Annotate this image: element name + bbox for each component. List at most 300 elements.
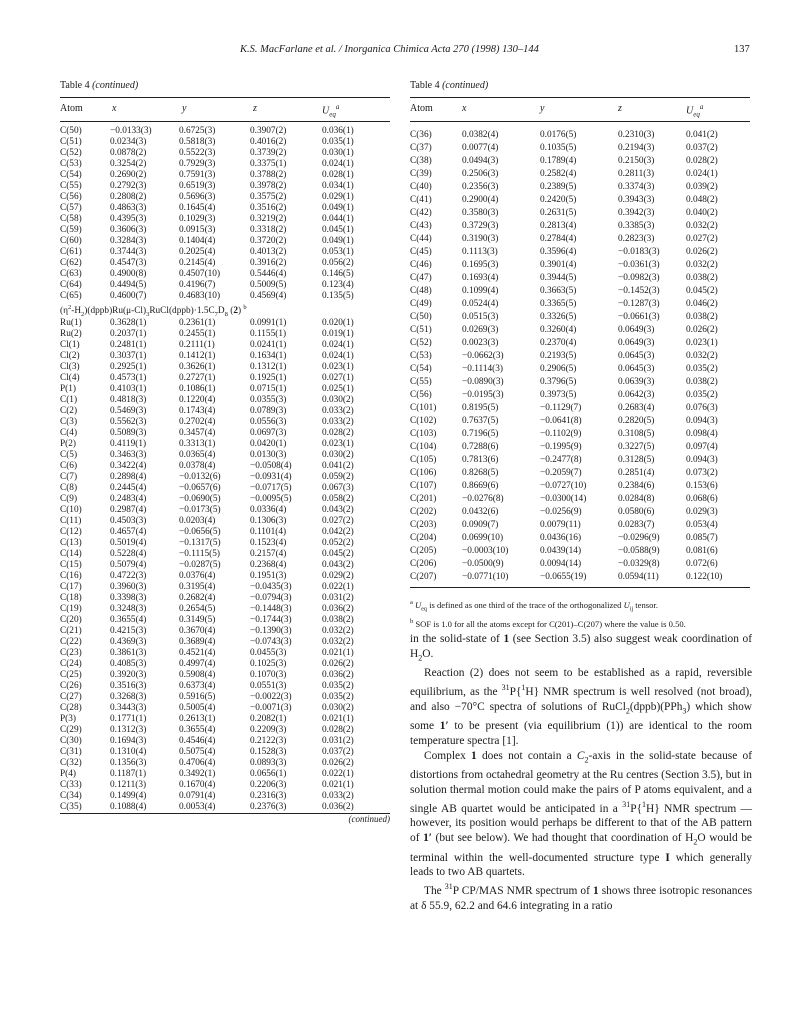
cell-x: 0.8669(6) [462,481,499,491]
cell-atom: C(55) [410,377,432,387]
cell-atom: C(56) [60,192,82,202]
cell-atom: C(5) [60,450,78,460]
cell-y: 0.0378(4) [179,461,216,471]
cell-y: 0.3901(4) [540,260,577,270]
cell-x: 0.1113(3) [462,247,498,257]
cell-ueq: 0.024(1) [322,159,354,169]
cell-y: −0.0132(6) [179,472,221,482]
cell-z: 0.0284(8) [618,494,655,504]
cell-ueq: 0.032(2) [322,637,354,647]
cell-z: 0.0594(11) [618,572,659,582]
cell-z: 0.1155(1) [250,329,287,339]
cell-atom: Cl(3) [60,362,80,372]
cell-x: 0.4103(1) [110,384,147,394]
cell-atom: P(2) [60,439,77,449]
table-row [60,780,390,791]
cell-atom: C(40) [410,182,432,192]
table-row [60,384,390,395]
cell-y: 0.1035(5) [540,143,577,153]
cell-atom: C(15) [60,560,82,570]
cell-x: 0.3628(1) [110,318,147,328]
table-row [60,472,390,483]
cell-ueq: 0.034(1) [322,181,354,191]
col-header-x: x [112,103,117,114]
cell-x: 0.2356(3) [462,182,499,192]
cell-z: −0.0588(9) [618,546,660,556]
table-left-column [60,80,390,824]
cell-z: 0.1528(3) [250,747,287,757]
compound-2-heading: $(\eta^2-H_2)(dppb)Ru(\mu-Cl)_3RuCl(dppb)\cdot 1.5C_7D_8$ (2) $^b$ [60,304,247,318]
table-row [410,362,750,375]
cell-atom: C(52) [60,148,82,158]
table-row [60,549,390,560]
cell-z: 0.0420(1) [250,439,287,449]
cell-atom: C(205) [410,546,437,556]
cell-z: 0.1925(1) [250,373,287,383]
cell-atom: C(16) [60,571,82,581]
cell-x: 0.3398(3) [110,593,147,603]
table-row [410,284,750,297]
cell-atom: C(29) [60,725,82,735]
cell-z: 0.2811(3) [618,169,655,179]
cell-ueq: 0.043(2) [322,505,354,515]
cell-atom: C(17) [60,582,82,592]
cell-y: −0.2477(8) [540,455,582,465]
cell-atom: C(18) [60,593,82,603]
cell-y: −0.0690(5) [179,494,221,504]
table-row [410,388,750,401]
cell-atom: C(8) [60,483,78,493]
cell-ueq: 0.021(1) [322,780,354,790]
cell-atom: C(4) [60,428,78,438]
cell-atom: C(203) [410,520,437,530]
table-row [60,670,390,681]
cell-ueq: 0.031(2) [322,736,354,746]
table-row [60,236,390,247]
table-row [60,258,390,269]
table-row [410,440,750,453]
cell-x: 0.3516(3) [110,681,147,691]
cell-y: 0.2682(4) [179,593,216,603]
cell-ueq: 0.036(2) [322,604,354,614]
running-head [0,44,797,58]
cell-atom: C(49) [410,299,432,309]
cell-y: 0.3944(5) [540,273,577,283]
cell-ueq: 0.024(1) [686,169,718,179]
cell-atom: C(9) [60,494,78,504]
cell-x: 0.4657(4) [110,527,147,537]
cell-y: 0.2613(1) [179,714,216,724]
table-body-b [60,318,390,813]
cell-z: 0.3788(2) [250,170,287,180]
table-row [60,269,390,280]
cell-z: 0.2194(3) [618,143,655,153]
table-row [410,336,750,349]
cell-z: 0.0789(3) [250,406,287,416]
cell-y: 0.2145(4) [179,258,216,268]
cell-x: 0.2506(3) [462,169,499,179]
cell-ueq: 0.019(1) [322,329,354,339]
cell-y: 0.6725(3) [179,126,216,136]
table-row [60,758,390,769]
cell-y: −0.1102(9) [540,429,582,439]
cell-atom: C(19) [60,604,82,614]
page-number: 137 [734,44,750,55]
table-row [60,428,390,439]
cell-atom: C(7) [60,472,78,482]
cell-x: 0.1499(4) [110,791,147,801]
cell-z: 0.1306(3) [250,516,287,526]
table-row [410,492,750,505]
cell-y: 0.3689(4) [179,637,216,647]
cell-atom: C(47) [410,273,432,283]
cell-z: 0.0697(3) [250,428,287,438]
table-header [60,98,390,121]
cell-ueq: 0.032(2) [686,221,718,231]
cell-y: 0.2420(5) [540,195,577,205]
cell-atom: Ru(1) [60,318,82,328]
cell-ueq: 0.038(2) [322,615,354,625]
cell-y: 0.3492(1) [179,769,216,779]
cell-y: 0.4546(4) [179,736,216,746]
cell-atom: C(26) [60,681,82,691]
cell-ueq: 0.044(1) [322,214,354,224]
cell-y: 0.3655(4) [179,725,216,735]
cell-x: 0.4722(3) [110,571,147,581]
table-right-column [410,80,750,630]
cell-z: 0.4013(2) [250,247,287,257]
cell-ueq: 0.030(2) [322,703,354,713]
cell-atom: C(103) [410,429,437,439]
table-row [60,593,390,604]
cell-z: −0.0071(3) [250,703,292,713]
cell-y: 0.5522(3) [179,148,216,158]
cell-z: −0.0329(8) [618,559,660,569]
table-row [410,167,750,180]
table-row [410,375,750,388]
cell-atom: Cl(1) [60,340,80,350]
cell-x: 0.3463(3) [110,450,147,460]
table-row [60,450,390,461]
cell-ueq: 0.035(2) [686,390,718,400]
table-row [410,466,750,479]
cell-y: 0.0915(3) [179,225,216,235]
cell-x: 0.0077(4) [462,143,499,153]
table-row [60,692,390,703]
cell-y: −0.0727(10) [540,481,587,491]
cell-y: 0.0203(4) [179,516,216,526]
cell-y: −0.1115(5) [179,549,220,559]
cell-z: −0.0296(9) [618,533,660,543]
cell-ueq: 0.023(1) [322,362,354,372]
table-row [60,802,390,813]
cell-ueq: 0.029(1) [322,192,354,202]
cell-y: 0.2025(4) [179,247,216,257]
cell-y: 0.0365(4) [179,450,216,460]
cell-y: 0.2582(4) [540,169,577,179]
cell-y: 0.3973(5) [540,390,577,400]
cell-atom: C(3) [60,417,78,427]
cell-atom: C(60) [60,236,82,246]
cell-ueq: 0.035(2) [322,692,354,702]
cell-ueq: 0.036(2) [322,670,354,680]
cell-y: 0.5696(3) [179,192,216,202]
cell-z: 0.2368(4) [250,560,287,570]
cell-z: 0.1070(3) [250,670,287,680]
cell-y: 0.2455(1) [179,329,216,339]
cell-atom: C(57) [60,203,82,213]
table-row [60,516,390,527]
table-row [60,714,390,725]
cell-atom: C(25) [60,670,82,680]
cell-x: 0.3037(1) [110,351,147,361]
cell-atom: C(37) [410,143,432,153]
cell-ueq: 0.049(1) [322,203,354,213]
cell-atom: C(39) [410,169,432,179]
cell-x: −0.0890(3) [462,377,504,387]
cell-y: −0.0656(5) [179,527,221,537]
table-row [60,681,390,692]
cell-x: 0.1771(1) [110,714,147,724]
col-header-x: x [462,103,467,114]
cell-y: 0.2784(4) [540,234,577,244]
cell-z: 0.0551(3) [250,681,287,691]
cell-z: 0.3374(3) [618,182,655,192]
table-bottom-rule-right [410,587,750,588]
cell-z: 0.4016(2) [250,137,287,147]
table-row [60,395,390,406]
cell-y: 0.1404(4) [179,236,216,246]
table-row [60,181,390,192]
cell-ueq: 0.028(1) [322,170,354,180]
cell-x: 0.5228(4) [110,549,147,559]
cell-ueq: 0.031(2) [322,593,354,603]
cell-x: 0.0494(3) [462,156,499,166]
table-row [60,582,390,593]
cell-z: 0.3385(3) [618,221,655,231]
cell-x: 0.2481(1) [110,340,147,350]
cell-y: 0.2702(4) [179,417,216,427]
table-row [60,560,390,571]
table-row [60,659,390,670]
cell-y: 0.4507(10) [179,269,221,279]
table-row [410,271,750,284]
table-row [60,725,390,736]
table-row [60,159,390,170]
table-row [60,126,390,137]
table-row [60,637,390,648]
cell-atom: Ru(2) [60,329,82,339]
cell-atom: C(30) [60,736,82,746]
table-row [410,518,750,531]
cell-z: 0.2206(3) [250,780,287,790]
cell-y: −0.1995(9) [540,442,582,452]
cell-atom: C(23) [60,648,82,658]
cell-ueq: 0.041(2) [686,130,718,140]
cell-x: 0.8268(5) [462,468,499,478]
table-row [60,148,390,159]
cell-y: 0.3313(1) [179,439,216,449]
cell-y: 0.0376(4) [179,571,216,581]
cell-z: −0.0982(3) [618,273,660,283]
cell-z: 0.3942(3) [618,208,655,218]
cell-x: 0.3580(3) [462,208,499,218]
cell-atom: C(48) [410,286,432,296]
cell-z: 0.2082(1) [250,714,287,724]
table-row [410,297,750,310]
cell-x: 0.4547(3) [110,258,147,268]
cell-ueq: 0.038(2) [686,273,718,283]
cell-x: 0.1356(3) [110,758,147,768]
table-row [60,280,390,291]
table-row [60,417,390,428]
table-row [410,414,750,427]
cell-ueq: 0.026(2) [322,758,354,768]
cell-x: 0.3443(3) [110,703,147,713]
table-row [410,453,750,466]
cell-y: 0.2727(1) [179,373,216,383]
cell-z: 0.0639(3) [618,377,655,387]
cell-z: −0.0022(3) [250,692,292,702]
col-header-ueq: $U_{eq}^a$ [322,103,340,119]
cell-y: 0.1029(3) [179,214,216,224]
cell-atom: C(1) [60,395,78,405]
cell-y: 0.4997(4) [179,659,216,669]
cell-atom: C(104) [410,442,437,452]
table-row [410,349,750,362]
cell-y: 0.6373(4) [179,681,216,691]
cell-atom: C(33) [60,780,82,790]
cell-x: 0.3284(3) [110,236,147,246]
cell-ueq: 0.024(1) [322,340,354,350]
cell-x: 0.3744(3) [110,247,147,257]
table-row [410,427,750,440]
cell-z: −0.0661(3) [618,312,660,322]
cell-z: 0.1634(1) [250,351,287,361]
cell-atom: C(34) [60,791,82,801]
cell-atom: C(51) [410,325,432,335]
cell-z: 0.2316(3) [250,791,287,801]
table-row [60,362,390,373]
cell-x: 0.4369(3) [110,637,147,647]
cell-y: 0.3260(4) [540,325,577,335]
cell-z: 0.1025(3) [250,659,287,669]
cell-z: 0.3318(2) [250,225,287,235]
cell-y: 0.0079(11) [540,520,581,530]
table-row [410,310,750,323]
cell-ueq: 0.030(2) [322,450,354,460]
cell-ueq: 0.059(2) [322,472,354,482]
cell-ueq: 0.022(1) [322,582,354,592]
cell-atom: P(3) [60,714,77,724]
cell-z: 0.0893(3) [250,758,287,768]
table-title: Table 4 (continued) [60,80,139,91]
cell-ueq: 0.146(5) [322,269,354,279]
cell-x: 0.1312(3) [110,725,147,735]
table-header-right [410,98,750,121]
cell-x: 0.1695(3) [462,260,499,270]
cell-y: −0.0300(14) [540,494,587,504]
cell-x: 0.0023(3) [462,338,499,348]
table-row [60,615,390,626]
cell-ueq: 0.040(2) [686,208,718,218]
cell-z: −0.0717(5) [250,483,292,493]
table-row [60,604,390,615]
cell-y: 0.2631(5) [540,208,577,218]
cell-z: 0.5446(4) [250,269,287,279]
cell-x: 0.2808(2) [110,192,147,202]
cell-atom: C(41) [410,195,432,205]
cell-ueq: 0.038(2) [686,377,718,387]
table-row [60,351,390,362]
cell-ueq: 0.037(2) [686,143,718,153]
cell-atom: C(45) [410,247,432,257]
cell-ueq: 0.029(3) [686,507,718,517]
cell-ueq: 0.027(2) [322,516,354,526]
cell-y: 0.2389(5) [540,182,577,192]
table-row [410,505,750,518]
cell-atom: C(43) [410,221,432,231]
cell-atom: C(105) [410,455,437,465]
cell-ueq: 0.022(1) [322,769,354,779]
cell-x: 0.0234(3) [110,137,147,147]
cell-ueq: 0.135(5) [322,291,354,301]
cell-z: −0.0931(4) [250,472,292,482]
cell-x: −0.1114(3) [462,364,503,374]
cell-y: 0.1743(4) [179,406,216,416]
paragraph-2: Reaction (2) does not seem to be established as a rapid, reversible equilibrium, as the $^{31}$P{$^1$H} NMR spectrum is well resolved (not broad), and also −70°C spectra of solutions of RuCl$_2$(dppb)(PPh$_3$) which show some 1′ to be present (via equilibrium (1)) are identical to the room temperature spectra [1]. [410,667,752,747]
table-row [60,291,390,302]
cell-z: 0.3128(5) [618,455,655,465]
cell-z: 0.3739(2) [250,148,287,158]
cell-ueq: 0.123(4) [322,280,354,290]
table-row [410,557,750,570]
col-header-z: z [253,103,257,114]
cell-ueq: 0.042(2) [322,527,354,537]
cell-atom: C(54) [60,170,82,180]
cell-y: −0.1317(5) [179,538,221,548]
table-row [60,527,390,538]
cell-y: 0.0436(16) [540,533,582,543]
cell-ueq: 0.026(2) [686,325,718,335]
cell-atom: C(22) [60,637,82,647]
cell-atom: C(35) [60,802,82,812]
cell-x: 0.7288(6) [462,442,499,452]
cell-atom: C(206) [410,559,437,569]
cell-z: 0.1312(1) [250,362,287,372]
cell-z: 0.3375(1) [250,159,287,169]
table-row [410,258,750,271]
cell-atom: C(62) [60,258,82,268]
cell-x: 0.0524(4) [462,299,499,309]
cell-z: 0.0355(3) [250,395,287,405]
cell-atom: C(20) [60,615,82,625]
cell-z: 0.3227(5) [618,442,655,452]
cell-y: 0.3365(5) [540,299,577,309]
cell-ueq: 0.046(2) [686,299,718,309]
table-row [60,225,390,236]
cell-z: 0.2376(3) [250,802,287,812]
cell-ueq: 0.035(1) [322,137,354,147]
cell-atom: C(38) [410,156,432,166]
cell-atom: C(53) [60,159,82,169]
cell-y: 0.3457(4) [179,428,216,438]
cell-z: −0.0508(4) [250,461,292,471]
cell-ueq: 0.041(2) [322,461,354,471]
cell-x: 0.5562(3) [110,417,147,427]
cell-ueq: 0.030(2) [322,395,354,405]
cell-x: −0.0771(10) [462,572,509,582]
